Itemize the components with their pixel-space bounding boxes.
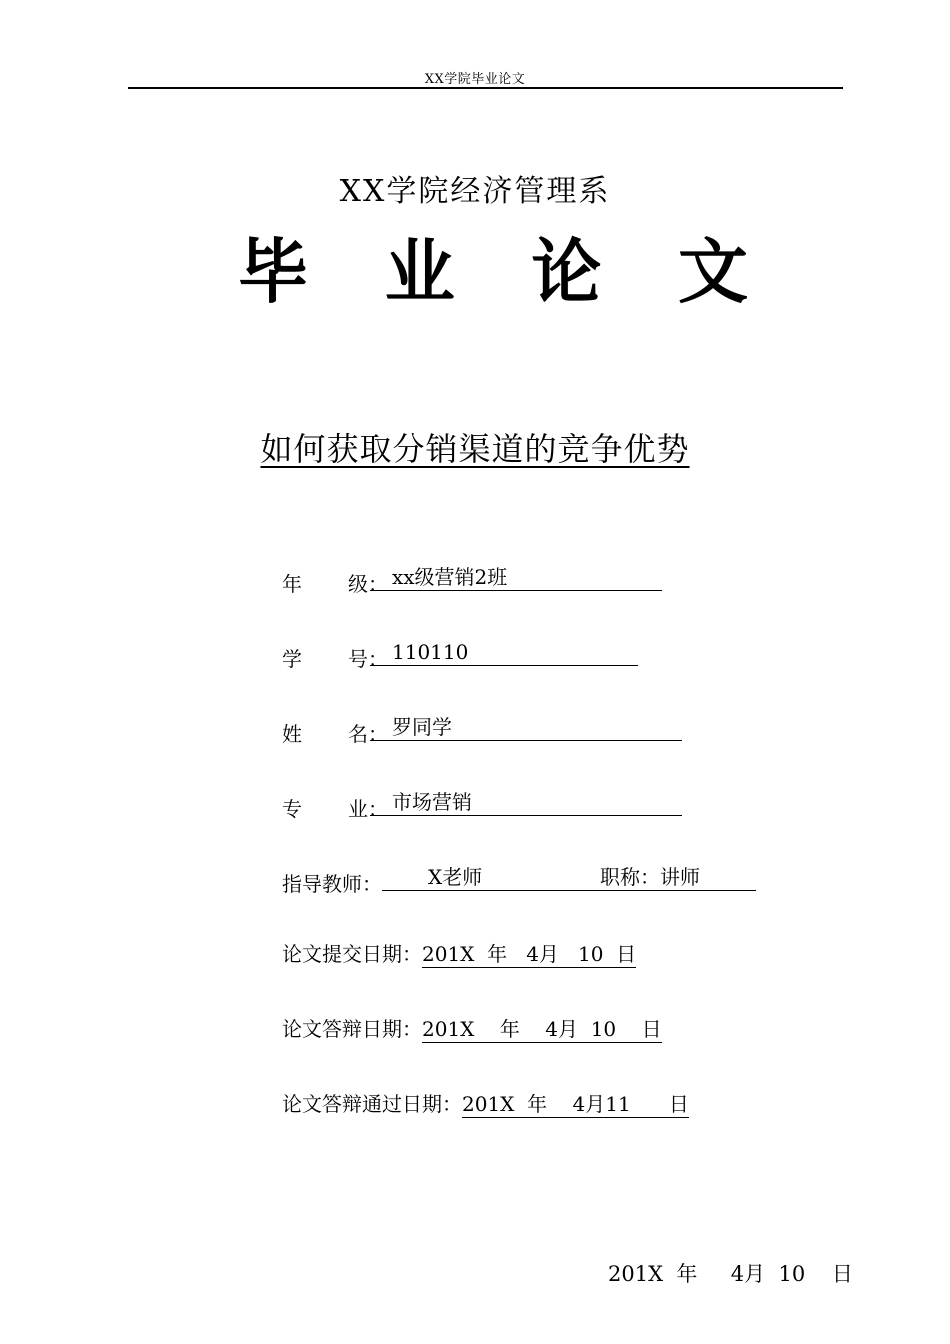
advisor-title-label: 职称：	[600, 865, 660, 889]
advisor-value: X老师	[428, 865, 483, 889]
thesis-title-text: 如何获取分销渠道的竞争优势	[260, 430, 690, 468]
title-char-1: 毕	[238, 231, 308, 313]
major-value: 市场营销	[392, 790, 472, 814]
pass-date-label: 论文答辩通过日期：	[282, 1092, 462, 1116]
advisor-title-value: 讲师	[660, 865, 700, 889]
pass-date-value: 201X 年 4月11 日	[462, 1092, 689, 1116]
submit-date-label: 论文提交日期：	[282, 942, 422, 966]
student-id-label: 学 号：	[282, 647, 388, 671]
major-field	[370, 789, 682, 816]
footer-date: 201X 年 4月 10 日	[608, 1262, 853, 1286]
name-label: 姓 名：	[282, 722, 388, 746]
grade-label: 年 级：	[282, 572, 388, 596]
advisor-field	[382, 864, 756, 891]
grade-value: xx级营销2班	[392, 565, 508, 589]
department-name: XX学院经济管理系	[339, 174, 611, 209]
title-char-3: 论	[531, 231, 602, 313]
grade-row	[282, 564, 662, 599]
title-char-2: 业	[384, 231, 455, 313]
document-type-title	[228, 232, 758, 312]
defense-date-row	[282, 1014, 662, 1044]
submit-date-row	[282, 939, 636, 969]
major-row	[282, 789, 682, 824]
major-label: 专 业：	[282, 797, 388, 821]
grade-field	[370, 564, 662, 591]
student-id-value: 110110	[392, 640, 469, 664]
student-id-field	[370, 639, 638, 666]
name-value: 罗同学	[392, 715, 452, 739]
advisor-label: 指导教师：	[282, 872, 382, 896]
submit-date-value: 201X 年 4月 10 日	[422, 942, 637, 966]
pass-date-row	[282, 1089, 689, 1119]
thesis-title	[0, 424, 950, 470]
defense-date-value: 201X 年 4月 10 日	[422, 1017, 662, 1041]
student-id-row	[282, 639, 638, 674]
title-char-4: 文	[677, 231, 748, 313]
advisor-row	[282, 864, 756, 899]
defense-date-label: 论文答辩日期：	[282, 1017, 422, 1041]
name-row	[282, 714, 682, 749]
header-divider	[128, 87, 843, 89]
running-header: XX学院毕业论文	[424, 72, 526, 87]
name-field	[370, 714, 682, 741]
